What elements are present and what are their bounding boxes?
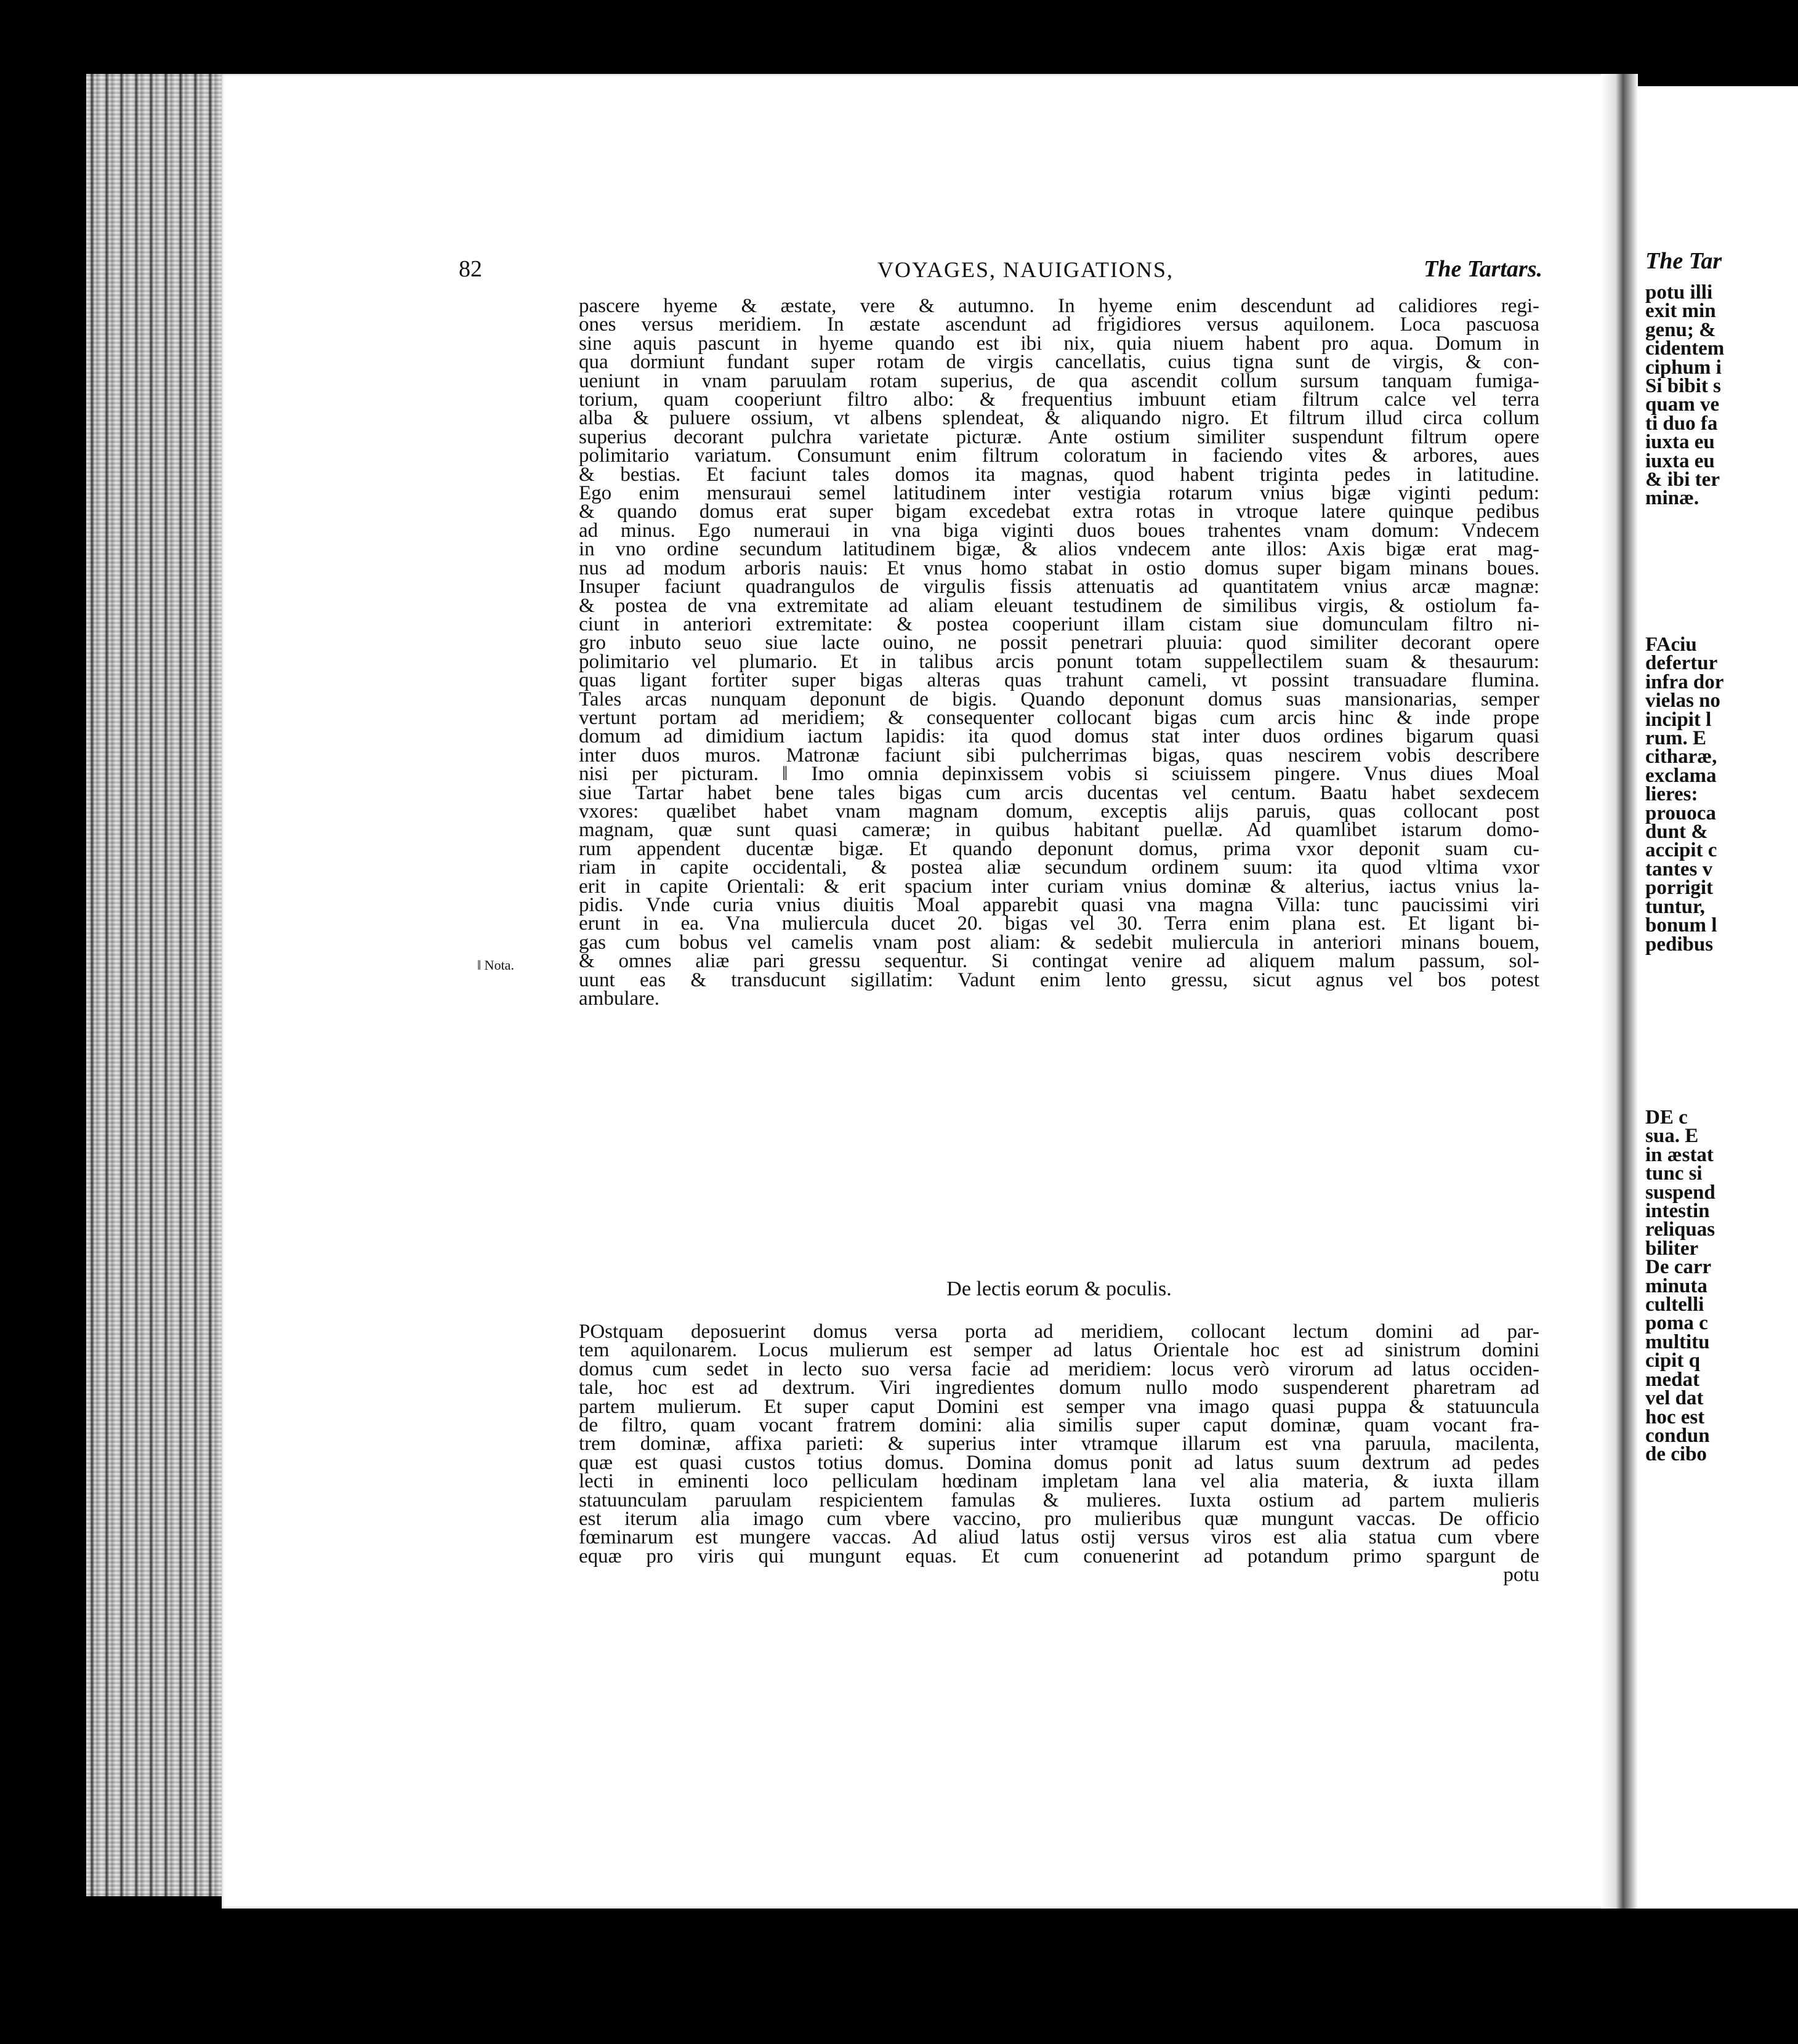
right-text-line: genu; & [1645, 318, 1716, 341]
right-text-line: Si bibit s [1645, 375, 1721, 398]
text-line: ones versus meridiem. In æstate ascendunt ad frigidiores versus aquilonem. Loca pascuosa [579, 313, 1539, 336]
right-text-line: minuta [1645, 1274, 1707, 1297]
right-text-line: vel dat [1645, 1387, 1704, 1410]
text-line: magnam, quæ sunt quasi cameræ; in quibus habitant puellæ. Ad quamlibet istarum domo- [579, 819, 1539, 842]
second-text-block [579, 1322, 1539, 1585]
text-line: uunt eas & transducunt sigillatim: Vadunt enim lento gressu, sicut agnus vel bos potest [579, 968, 1539, 991]
right-text-line: in æstat [1645, 1143, 1714, 1166]
right-text-line: infra dor [1645, 670, 1724, 693]
text-line: polimitario variatum. Consumunt enim filtrum coloratum in faciendo vites & arbores, aues [579, 445, 1539, 467]
text-line: siue Tartar habet bene tales bigas cum arcis ducentas vel centum. Baatu habet sexdecem [579, 781, 1539, 804]
text-line: riam in capite occidentali, & postea aliæ secundum ordinem suum: ita quod vltima vxor [579, 856, 1539, 879]
text-line: polimitario vel plumario. Et in talibus arcis ponunt totam suppellectilem suam & thesaurum: [579, 650, 1539, 673]
text-line: statuunculam paruulam respicientem famulas & mulieres. Iuxta ostium ad partem mulieris [579, 1489, 1539, 1511]
text-line: sine aquis pascunt in hyeme quando est ibi nix, quia niuem habent pro aqua. Domum in [579, 332, 1539, 355]
text-line: fœminarum est mungere vaccas. Ad aliud latus ostij versus viros est alia statua cum vbere [579, 1526, 1539, 1549]
right-text-line: suspend [1645, 1181, 1715, 1204]
right-text-line: cipit q [1645, 1350, 1700, 1372]
right-text-line: defertur [1645, 652, 1718, 675]
text-line: quas ligant fortiter super bigas alteras quas trahunt cameli, vt possint transuadare flumina. [579, 669, 1539, 692]
right-text-line: minæ. [1645, 487, 1699, 510]
text-line: ambulare. [579, 988, 660, 1010]
text-line: est iterum alia imago cum vbere vaccino, pro mulieribus quæ mungunt vaccas. De officio [579, 1508, 1539, 1531]
right-text-line: porrigit [1645, 877, 1713, 899]
text-line: domus cum sedet in lecto suo versa facie ad meridiem: locus verò virorum ad latus occiden- [579, 1358, 1539, 1380]
section-heading: De lectis eorum & poculis. [946, 1278, 1172, 1300]
right-text-line: dunt & [1645, 821, 1708, 843]
right-text-line: multitu [1645, 1330, 1710, 1353]
text-line: Tales arcas nunquam deponunt de bigis. Quando deponunt domus suas mansionarias, semper [579, 688, 1539, 710]
right-text-line: iuxta eu [1645, 431, 1715, 454]
right-text-line: accipit c [1645, 839, 1717, 862]
text-line: pidis. Vnde curia vnius diuitis Moal apparebit quasi vna magna Villa: tunc paucissimi viri [579, 894, 1539, 916]
right-text-line: tantes v [1645, 858, 1713, 880]
right-text-line: condun [1645, 1424, 1710, 1447]
text-line: nisi per picturam. ‖ Imo omnia depinxissem vobis si sciuissem pingere. Vnus diues Moal [579, 763, 1539, 786]
paragraph-2 [579, 1322, 1539, 1566]
right-block-1 [1645, 283, 1724, 508]
book-spine [1601, 74, 1638, 1909]
text-line: in vno ordine secundum latitudinem bigæ, & alios vndecem ante illos: Axis bigæ erat mag- [579, 538, 1539, 561]
right-text-line: prouoca [1645, 802, 1716, 824]
text-line: ciunt in anteriori extremitate: & postea cooperiunt illam cistam siue domunculam filtro ni- [579, 613, 1539, 635]
text-line: tem aquilonarem. Locus mulierum est semper ad latus Orientale hoc est ad sinistrum domini [579, 1339, 1539, 1362]
text-line: gas cum bobus vel camelis vnam post aliam: & sedebit muliercula in anteriori minans bouem, [579, 931, 1539, 954]
right-text-line: iuxta eu [1645, 449, 1715, 472]
right-text-line: biliter [1645, 1237, 1699, 1260]
text-line: vxores: quælibet habet vnam magnam domum, exceptis alijs paruis, quas collocant post [579, 800, 1539, 823]
text-line: quæ est quasi custos totius domus. Domina domus ponit ad latus suum dextrum ad pedes [579, 1451, 1539, 1474]
right-text-line: reliquas [1645, 1218, 1715, 1241]
margin-note: ‖ Nota. [477, 957, 514, 973]
text-line: erit in capite Orientali: & erit spacium inter curiam vnius dominæ & alterius, iactus vnius la- [579, 875, 1539, 898]
right-text-line: cidentem [1645, 337, 1725, 360]
text-line: & omnes aliæ pari gressu sequentur. Si contingat venire ad aliquem malum passum, sol- [579, 950, 1539, 973]
text-line: erunt in ea. Vna muliercula ducet 20. bigas vel 30. Terra enim plana est. Et ligant bi- [579, 912, 1539, 935]
right-text-line: ti duo fa [1645, 412, 1718, 435]
right-text-line: de cibo [1645, 1443, 1707, 1466]
right-text-line: FAciu [1645, 634, 1697, 656]
text-line: trem dominæ, affixa parieti: & superius inter vtramque illarum est vna paruula, macilenta, [579, 1433, 1539, 1455]
right-text-line: quam ve [1645, 393, 1720, 416]
text-line: ad minus. Ego numeraui in vna biga viginti duos boues trahentes vnam domum: Vndecem [579, 519, 1539, 542]
right-text-line: lieres: [1645, 783, 1698, 806]
text-line: POstquam deposuerint domus versa porta ad meridiem, collocant lectum domini ad par- [579, 1321, 1539, 1343]
right-text-line: bonum l [1645, 914, 1717, 937]
right-text-line: incipit l [1645, 708, 1712, 731]
text-line: alba & puluere ossium, vt albens splendeat, & aliquando nigro. Et filtrum illud circa collum [579, 407, 1539, 430]
right-text-line: poma c [1645, 1312, 1708, 1335]
right-text-line: & ibi ter [1645, 469, 1720, 491]
text-line: Ego enim mensuraui semel latitudinem inter vestigia rotarum vnius bigæ viginti pedum: [579, 482, 1539, 505]
right-text-line: tuntur, [1645, 895, 1705, 918]
right-text-line: exclama [1645, 764, 1717, 787]
running-head [459, 256, 1542, 286]
main-text-block [579, 297, 1539, 1008]
right-text-line: exit min [1645, 300, 1716, 323]
text-line: superius decorant pulchra varietate picturæ. Ante ostium similiter suspendunt filtrum opere [579, 425, 1539, 448]
text-line: & postea de vna extremitate ad aliam eleuant testudinem de similibus virgis, & ostiolum fa- [579, 594, 1539, 617]
text-line: & quando domus erat super bigam excedebat extra rotas in vtroque latere quinque pedibus [579, 501, 1539, 523]
text-line: equæ pro viris qui mungunt equas. Et cum conuenerint ad potandum primo spargunt de [579, 1545, 1539, 1567]
text-line: de filtro, quam vocant fratrem domini: alia similis super caput dominæ, quam vocant fra- [579, 1414, 1539, 1437]
right-text-line: cultelli [1645, 1294, 1704, 1316]
paragraph-1 [579, 297, 1539, 1008]
right-block-2 [1645, 635, 1723, 954]
right-text-line: vielas no [1645, 690, 1720, 712]
text-line: nus ad modum arboris nauis: Et vnus homo stabat in ostio domus super bigam minans boues. [579, 557, 1539, 579]
page-number: 82 [459, 256, 482, 282]
text-line: ueniunt in vnam paruulam rotam superius, de qua ascendit collum sursum tanquam fumiga- [579, 369, 1539, 392]
right-text-line: DE c [1645, 1106, 1688, 1129]
right-text-line: tunc si [1645, 1162, 1703, 1185]
text-line: torium, quam cooperiunt filtro albo: & frequentius imbuunt etiam filtrum calce vel terra [579, 388, 1539, 411]
right-text-line: potu illi [1645, 281, 1713, 304]
right-text-line: De carr [1645, 1256, 1712, 1279]
right-text-line: sua. E [1645, 1125, 1699, 1148]
right-text-line: medat [1645, 1368, 1699, 1391]
text-line: Insuper faciunt quadrangulos de virgulis fissis attenuatis ad quantitatem vnius arcæ magnæ: [579, 576, 1539, 598]
right-text-line: hoc est [1645, 1406, 1705, 1428]
text-line: inter duos muros. Matronæ faciunt sibi pulcherrimas bigas, quas nescirem vobis describere [579, 744, 1539, 766]
running-title: VOYAGES, NAUIGATIONS, [877, 257, 1174, 282]
text-line: partem mulierum. Et super caput Domini est semper vna imago quasi puppa & statuuncula [579, 1395, 1539, 1418]
right-page [1638, 86, 1798, 1909]
text-line: vertunt portam ad meridiem; & consequenter collocant bigas cum arcis hinc & inde prope [579, 706, 1539, 729]
right-text-line: rum. E [1645, 727, 1706, 750]
text-line: lecti in eminenti loco pelliculam hœdinam impletam lana vel alia materia, & iuxta illam [579, 1470, 1539, 1493]
text-line: pascere hyeme & æstate, vere & autumno. In hyeme enim descendunt ad calidiores regi- [579, 295, 1539, 317]
text-line: rum appendent ducentæ bigæ. Et quando deponunt domus, prima vxor deponit suam cu- [579, 837, 1539, 860]
catchword: potu [1503, 1564, 1539, 1587]
right-running-section: The Tar [1645, 248, 1722, 274]
text-line: qua dormiunt fundant super rotam de virgis cancellatis, cuius tigna sunt de virgis, & con- [579, 351, 1539, 374]
right-text-line: pedibus [1645, 933, 1714, 956]
text-line: gro inbuto seuo siue lacte ouino, ne possit penetrari pluuia: quod similiter decorant opere [579, 632, 1539, 654]
right-text-line: intestin [1645, 1200, 1710, 1223]
right-text-line: ciphum i [1645, 356, 1722, 379]
right-text-line: citharæ, [1645, 746, 1717, 768]
text-line: & bestias. Et faciunt tales domos ita magnas, quod habent triginta pedes in latitudine. [579, 463, 1539, 486]
text-line: tale, hoc est ad dextrum. Viri ingredientes domum nullo modo suspenderent pharetram ad [579, 1377, 1539, 1399]
right-block-3 [1645, 1108, 1715, 1464]
running-section: The Tartars. [1424, 256, 1542, 282]
text-line: domum ad dimidium iactum lapidis: ita quod domus stat inter duos ordines bigarum quasi [579, 725, 1539, 748]
